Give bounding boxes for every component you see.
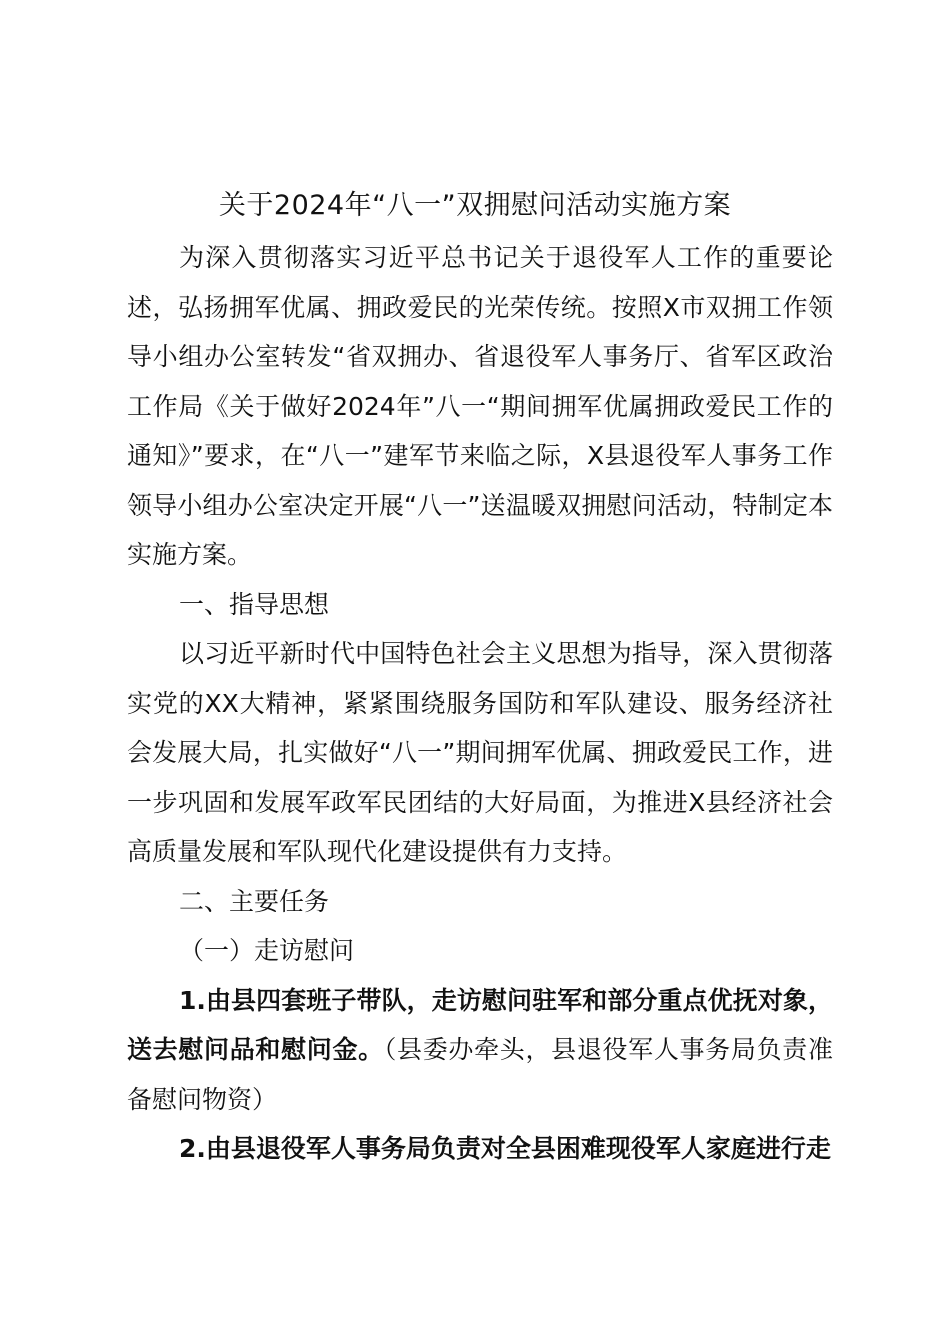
task-item-1-bold: 1.由县四套班子带队，走访慰问驻军和部分重点优抚对象，送去慰问品和慰问金。 (127, 985, 833, 1064)
task-item-1-note: （县委办牵头，县退役军人事务局负责准备慰问物资） (127, 1035, 833, 1114)
document-title: 关于2024年“八一”双拥慰问活动实施方案 (218, 190, 732, 221)
section-heading-guiding-thought: 一、指导思想 (179, 589, 330, 619)
task-item-2-bold: 2.由县退役军人事务局负责对全县困难现役军人家庭进行走 (179, 1134, 831, 1163)
subsection-heading-visits: （一）走访慰问 (179, 936, 355, 965)
task-item-2 (127, 1124, 833, 1174)
section-heading-main-tasks: 二、主要任务 (179, 886, 330, 916)
guiding-thought-paragraph: 以习近平新时代中国特色社会主义思想为指导，深入贯彻落实党的XX大精神，紧紧围绕服务国防和军队建设、服务经济社会发展大局，扎实做好“八一”期间拥军优属、拥政爱民工作，进一步巩固和发展军政军民团结的大好局面，为推进X县经济社会高质量发展和军队现代化建设提供有力支持。 (127, 639, 833, 866)
task-item-1 (127, 976, 833, 1125)
document-body (127, 233, 833, 1174)
intro-paragraph: 为深入贯彻落实习近平总书记关于退役军人工作的重要论述，弘扬拥军优属、拥政爱民的光荣传统。按照X市双拥工作领导小组办公室转发“省双拥办、省退役军人事务厅、省军区政治工作局《关于做好2024年”八一“期间拥军优属拥政爱民工作的通知》”要求，在“八一”建军节来临之际，X县退役军人事务工作领导小组办公室决定开展“八一”送温暖双拥慰问活动，特制定本实施方案。 (127, 243, 833, 569)
